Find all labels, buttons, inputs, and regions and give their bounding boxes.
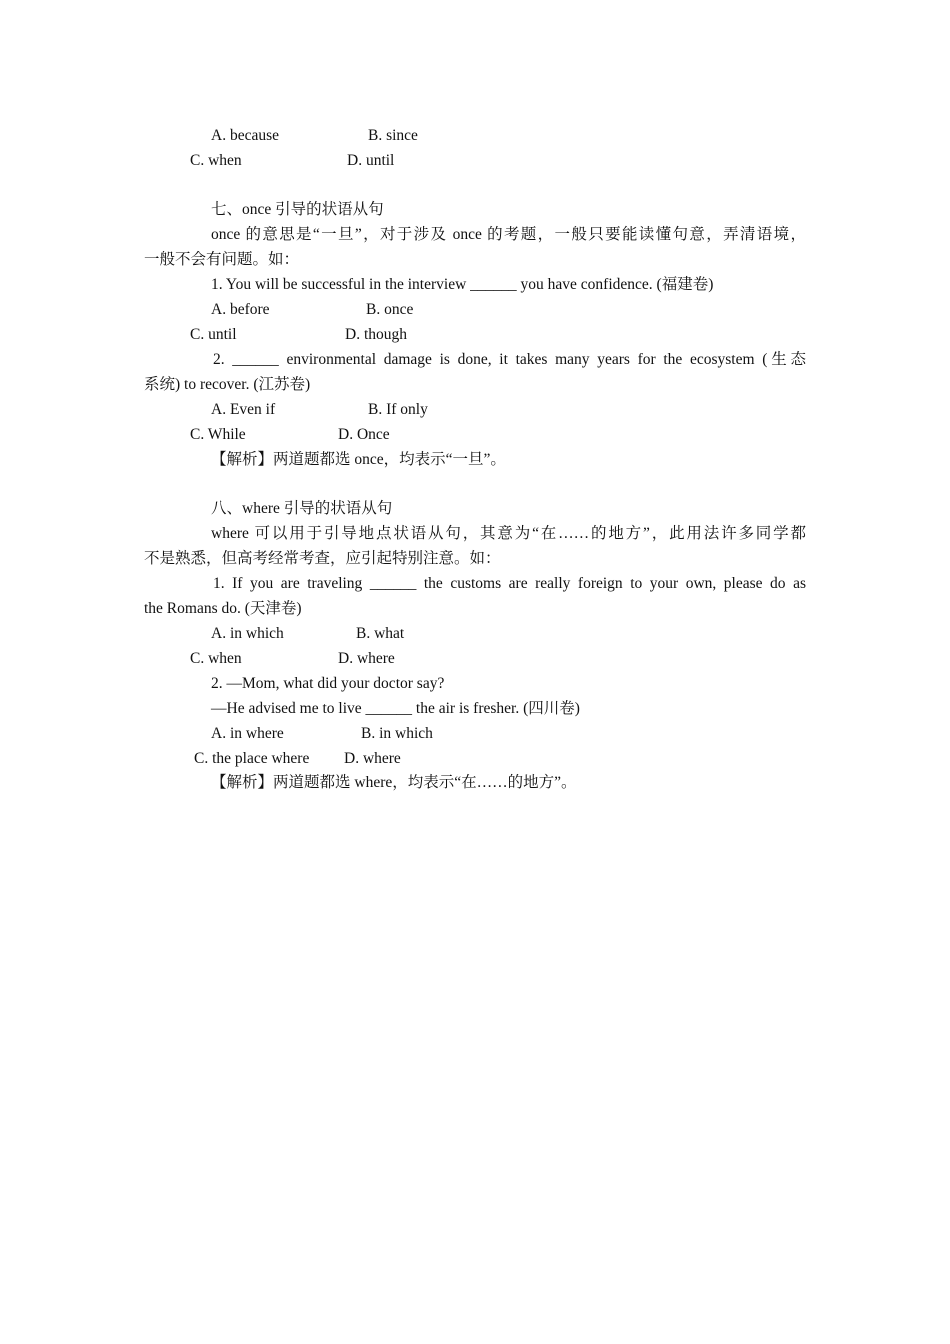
section8-q2-stem-line2: —He advised me to live ______ the air is fresher. (四川卷) bbox=[211, 700, 580, 717]
section8-analysis: 【解析】两道题都选 where，均表示“在……的地方”。 bbox=[211, 774, 577, 791]
section7-q1-option-c: C. until bbox=[190, 326, 237, 343]
section7-q2-stem-line2: 系统) to recover. (江苏卷) bbox=[144, 376, 311, 393]
section7-q1-stem: 1. You will be successful in the interview ______ you have confidence. (福建卷) bbox=[211, 276, 714, 293]
section8-q1-stem-line2: the Romans do. (天津卷) bbox=[144, 600, 302, 617]
section7-q2-option-d: D. Once bbox=[338, 426, 390, 443]
section8-q2-option-b: B. in which bbox=[361, 725, 433, 742]
prev-option-c: C. when bbox=[190, 152, 242, 169]
section7-q2-option-a: A. Even if bbox=[211, 401, 276, 418]
section8-q1-option-d: D. where bbox=[338, 650, 395, 667]
section7-q1-option-d: D. though bbox=[345, 326, 407, 343]
section8-q2-option-d: D. where bbox=[344, 750, 401, 767]
section8-q2-option-a: A. in where bbox=[211, 725, 284, 742]
section7-q2-option-c: C. While bbox=[190, 426, 246, 443]
section8-q2-option-c: C. the place where bbox=[194, 750, 310, 767]
section8-heading: 八、where 引导的状语从句 bbox=[211, 500, 393, 517]
section8-intro-line1: where 可以用于引导地点状语从句，其意为“在……的地方”，此用法许多同学都 bbox=[211, 525, 806, 542]
section7-q2-stem-line1: 2. ______ environmental damage is done, it takes many years for the ecosystem (生态 bbox=[213, 351, 806, 368]
section7-analysis: 【解析】两道题都选 once，均表示“一旦”。 bbox=[211, 451, 506, 468]
section7-q1-option-a: A. before bbox=[211, 301, 270, 318]
section8-q1-option-c: C. when bbox=[190, 650, 242, 667]
prev-option-a: A. because bbox=[211, 127, 279, 144]
prev-option-b: B. since bbox=[368, 127, 418, 144]
section8-q1-option-b: B. what bbox=[356, 625, 405, 642]
section7-intro-line1: once 的意思是“一旦”，对于涉及 once 的考题，一般只要能读懂句意，弄清语境， bbox=[211, 226, 806, 243]
section7-q2-option-b: B. If only bbox=[368, 401, 428, 418]
prev-option-d: D. until bbox=[347, 152, 395, 169]
section8-q1-stem-line1: 1. If you are traveling ______ the customs are really foreign to your own, please do as bbox=[213, 575, 806, 592]
section7-heading: 七、once 引导的状语从句 bbox=[211, 201, 384, 218]
section7-q1-option-b: B. once bbox=[366, 301, 414, 318]
section8-q1-option-a: A. in which bbox=[211, 625, 284, 642]
section8-intro-line2: 不是熟悉，但高考经常考查，应引起特别注意。如： bbox=[144, 550, 501, 567]
section8-q2-stem-line1: 2. —Mom, what did your doctor say? bbox=[211, 675, 445, 692]
section7-intro-line2: 一般不会有问题。如： bbox=[144, 251, 300, 268]
